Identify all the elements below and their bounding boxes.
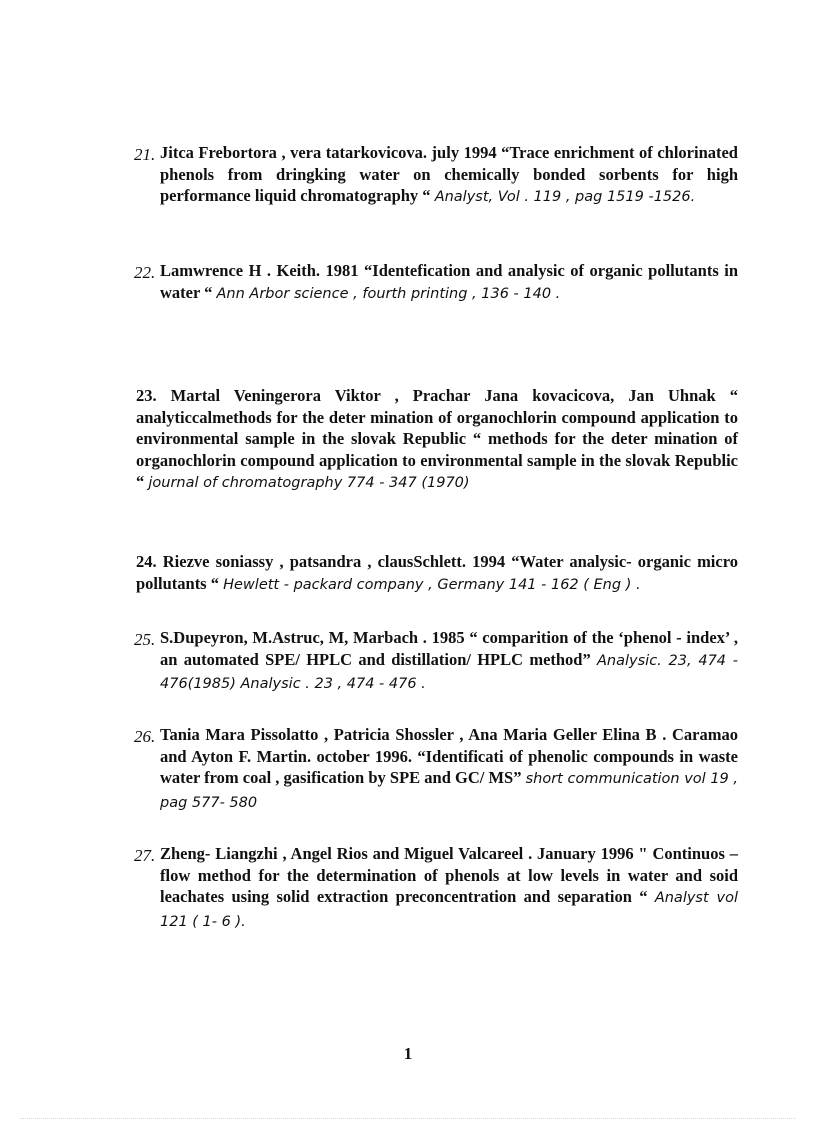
reference-text: S.Dupeyron, M.Astruc, M, Marbach . 1985 “ comparition of the ‘phenol - index’ , an automated SPE/ HPLC and distillation/ HPLC method” [160, 628, 738, 669]
reference-24 [136, 551, 738, 596]
reference-text: 24. Riezve soniassy , patsandra , clausSchlett. 1994 “Water analysic- organic micro pollutants “ [136, 552, 738, 593]
page-footer-rule [20, 1118, 796, 1119]
reference-source: short communication vol 19 , pag 577- 580 [160, 771, 738, 811]
reference-number: 25. [134, 630, 156, 649]
page-number: 1 [403, 1044, 413, 1063]
reference-source: journal of chromatography 774 - 347 (1970) [148, 475, 470, 491]
reference-source: Ann Arbor science , fourth printing , 136 - 140 . [216, 285, 561, 302]
reference-21 [134, 142, 738, 209]
reference-text: Jitca Frebortora , vera tatarkovicova. july 1994 “Trace enrichment of chlorinated phenols from dringking water on chemically bonded sorbents for high performance liquid chromatography “ [160, 143, 738, 205]
reference-25 [134, 627, 738, 696]
reference-27 [134, 843, 738, 933]
reference-text: Tania Mara Pissolatto , Patricia Shossler , Ana Maria Geller Elina B . Caramao and Ayton F. Martin. october 1996. “Identificati of phenolic compounds in waste water from coal , gasification by SPE and GC/ MS” [160, 725, 738, 787]
reference-source: Analysic. 23, 474 - 476(1985) Analysic . 23 , 474 - 476 . [160, 652, 738, 692]
reference-text: 23. Martal Veningerora Viktor , Prachar Jana kovacicova, Jan Uhnak “ analyticcalmethods for the deter mination of organochlorin compound application to environmental sample in the slovak Republic “ methods for the deter mination of organochlorin compound application to environmental sample in the slovak Republic “ [136, 386, 738, 491]
reference-26 [134, 724, 738, 814]
reference-source: Analyst, Vol . 119 , pag 1519 -1526. [434, 189, 696, 205]
reference-source: Analyst vol 121 ( 1- 6 ). [160, 890, 738, 930]
reference-source: Hewlett - packard company , Germany 141 - 162 ( Eng ) . [223, 576, 641, 593]
reference-text: Lamwrence H . Keith. 1981 “Identefication and analysic of organic pollutants in water “ [160, 261, 738, 302]
reference-23 [136, 385, 738, 495]
reference-number: 22. [134, 263, 156, 282]
reference-number: 21. [134, 145, 156, 164]
reference-22 [134, 260, 738, 305]
reference-text: Zheng- Liangzhi , Angel Rios and Miguel Valcareel . January 1996 " Continuos – flow method for the determination of phenols at low levels in water and soid leachates using solid extraction preconcentration and separation “ [160, 844, 738, 906]
reference-number: 27. [134, 846, 156, 865]
reference-number: 26. [134, 727, 156, 746]
